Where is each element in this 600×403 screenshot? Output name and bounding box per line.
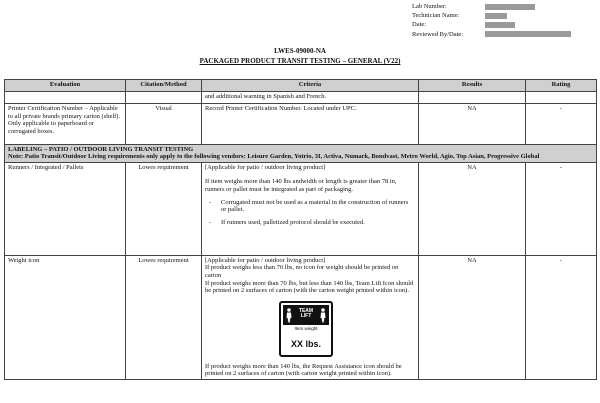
criteria-text: If product weighs less than 70 lbs, no icon for weight should be printed on carton: [205, 264, 399, 279]
cell-empty: [126, 92, 202, 104]
lab-info-block: [412, 2, 571, 39]
team-lift-text: TEAM LIFT: [298, 307, 314, 320]
applicable-note: [Applicable for patio / outdoor living product]: [205, 256, 326, 264]
rating-cell: -: [526, 255, 597, 379]
test-table: [4, 79, 597, 380]
criteria-cell: [202, 162, 419, 255]
reviewed-label: Reviewed By/Date:: [412, 30, 464, 38]
table-row: [5, 104, 597, 145]
method-cell: Lowes requirement: [126, 255, 202, 379]
redacted-value: [485, 13, 507, 19]
col-evaluation: Evaluation: [5, 80, 126, 92]
date-row: [412, 20, 571, 29]
bullet-dash: -: [209, 218, 212, 226]
bullet-dash: -: [209, 198, 212, 206]
criteria-cell: and additional warning in Spanish and French.: [202, 92, 419, 104]
lab-number-row: [412, 2, 571, 11]
person-icon: [319, 308, 327, 323]
document-id: LWES-09000-NA: [274, 47, 326, 55]
list-item: [209, 199, 415, 214]
cell-empty: [419, 92, 526, 104]
applicable-note: [Applicable for patio / outdoor living product]: [205, 163, 326, 171]
criteria-text: If product weighs more than 140 lbs, the Request Assistance icon should be printed on 2 surfaces of carton (with carton weight printed within icon).: [205, 362, 402, 378]
col-results: Results: [419, 80, 526, 92]
list-item: [209, 219, 415, 227]
team-lift-banner: [283, 305, 329, 325]
bullet-text: If runners used, palletized protocol should be executed.: [221, 218, 365, 226]
result-cell: NA: [419, 162, 526, 255]
col-rating: Rating: [526, 80, 597, 92]
technician-row: [412, 11, 571, 20]
section-header-row: [5, 145, 597, 163]
redacted-value: [485, 31, 571, 37]
rating-cell: -: [526, 104, 597, 145]
criteria-cell: Record Printer Certification Number. Located under UPC.: [202, 104, 419, 145]
evaluation-cell: Printer Certification Number – Applicable to all private brands primary carton (shelf). Only applicable to paperboard or corrugated boxes.: [5, 104, 126, 145]
result-cell: NA: [419, 104, 526, 145]
redacted-value: [485, 4, 535, 10]
criteria-text: If item weighs more than 140 lbs andwidth or length is greater than 78 in, runners or pallet must be integrated as part of packaging.: [205, 178, 397, 193]
weight-value-label: XX lbs.: [290, 338, 321, 349]
table-header-row: [5, 80, 597, 92]
evaluation-cell: Weight icon: [5, 255, 126, 379]
cell-empty: [526, 92, 597, 104]
technician-label: Technician Name:: [412, 12, 460, 20]
person-icon: [285, 308, 293, 323]
rating-cell: -: [526, 162, 597, 255]
reviewed-row: [412, 30, 571, 39]
criteria-text: If product weighs more than 70 lbs, but less than 140 lbs, Team Lift Icon should be printed on 2 surfaces of carton (with the carton weight printed within icon).: [205, 279, 414, 295]
table-row: [5, 162, 597, 255]
section-title: LABELING – PATIO / OUTDOOR LIVING TRANSIT TESTING: [8, 146, 194, 153]
criteria-cell: [202, 255, 419, 379]
result-cell: NA: [419, 255, 526, 379]
bullet-text: Corrugated must not be used as a material in the construction of runners or pallet.: [221, 198, 409, 214]
redacted-value: [485, 22, 515, 28]
method-cell: Visual: [126, 104, 202, 145]
cell-empty: [5, 92, 126, 104]
date-label: Date:: [412, 21, 427, 29]
method-cell: Lowes requirement: [126, 162, 202, 255]
table-row: [5, 92, 597, 104]
document-title: PACKAGED PRODUCT TRANSIT TESTING – GENERAL (V22): [199, 57, 401, 65]
evaluation-cell: Runners / Integrated / Pallets: [5, 162, 126, 255]
table-row: [5, 255, 597, 379]
lab-number-label: Lab Number:: [412, 3, 447, 10]
item-weight-label: Item weight: [294, 325, 318, 331]
team-lift-icon: [279, 301, 333, 357]
section-note: Note: Patio Transit/Outdoor Living requirements only apply to the following vendors: Leisure Garden, Yotrio, 3I, Activa, Numark, Bondvast, Metro World, Agio, Top Asian, Progressive Global: [8, 153, 540, 161]
col-criteria: Criteria: [202, 80, 419, 92]
col-citation-method: Citation/Method: [126, 80, 202, 92]
section-header-cell: [5, 145, 597, 163]
